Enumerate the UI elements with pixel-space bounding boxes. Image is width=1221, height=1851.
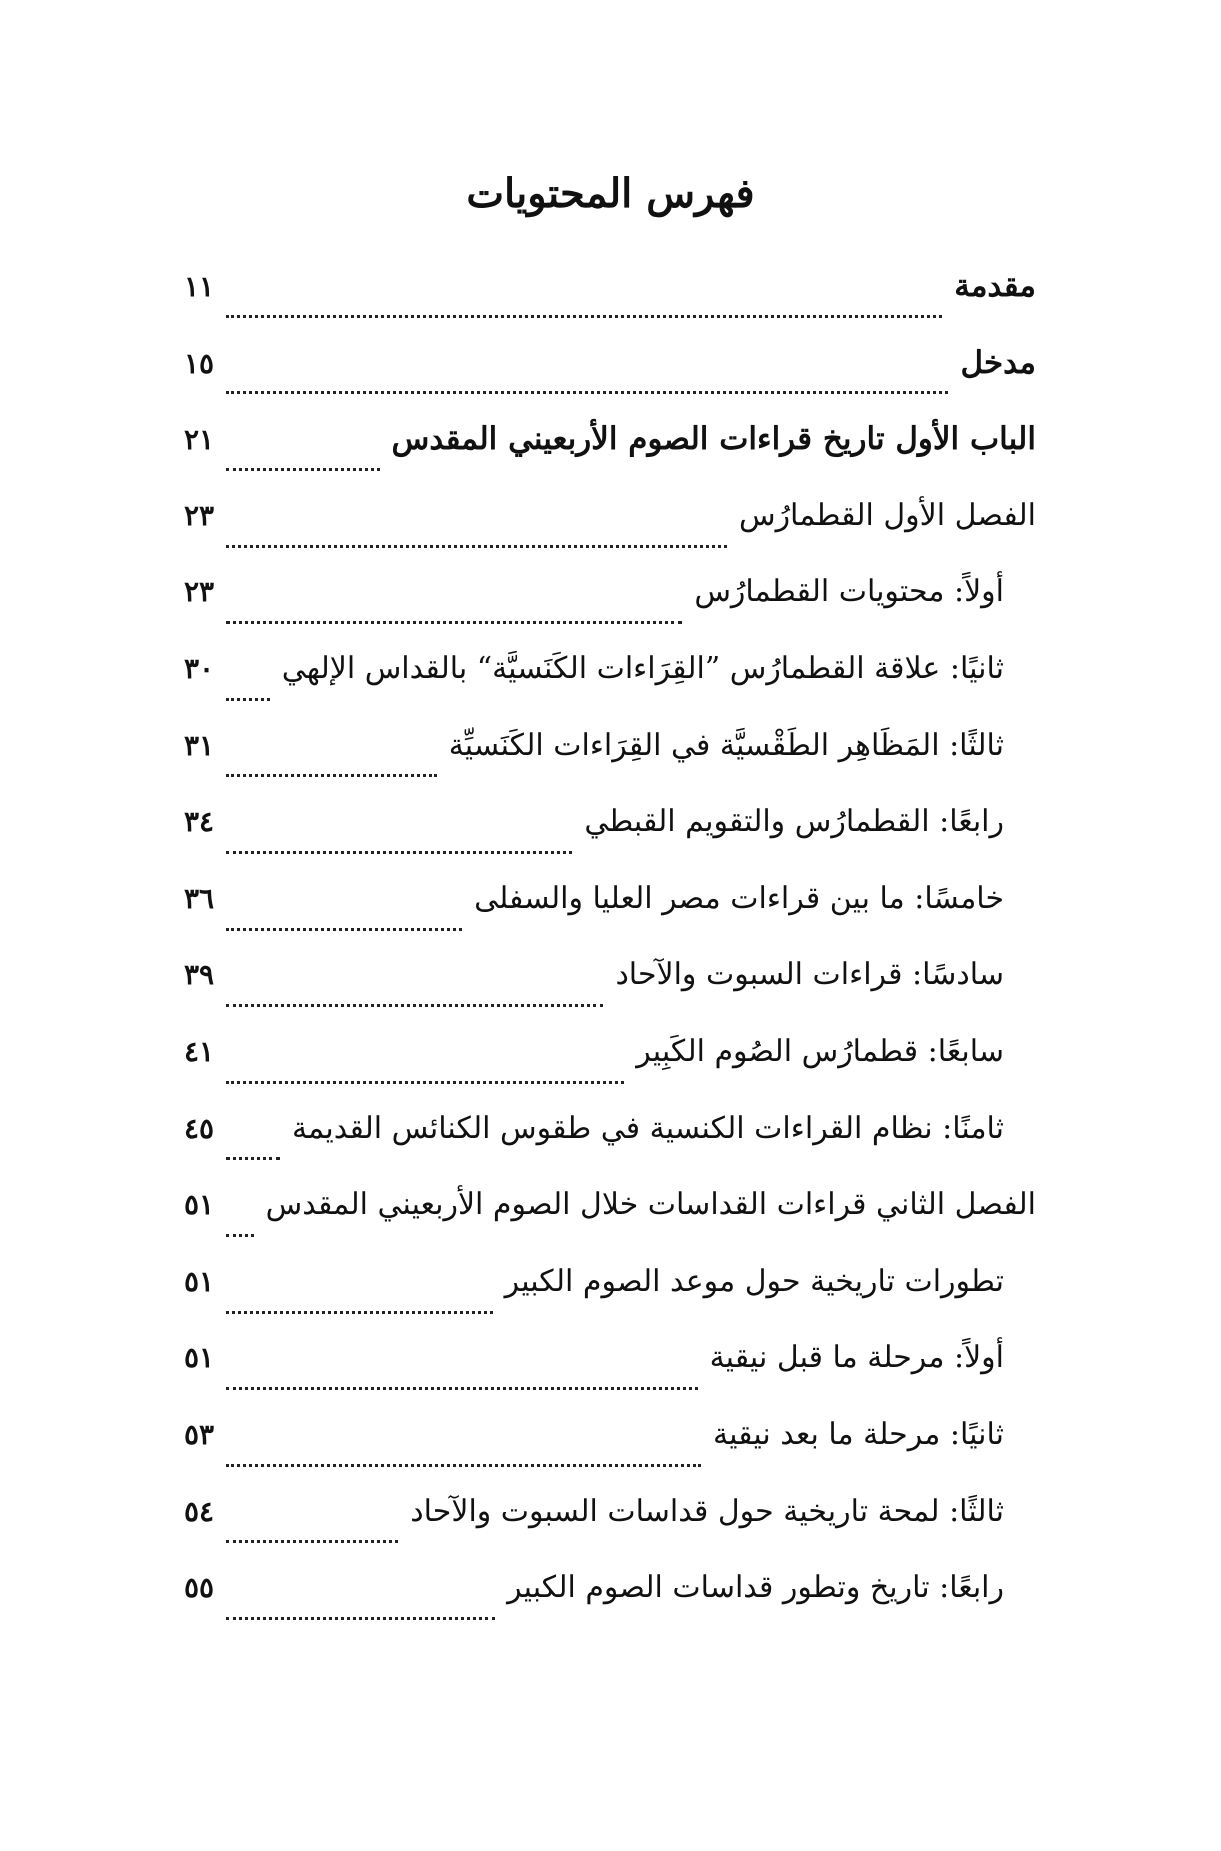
toc-entry: [184, 1034, 1036, 1111]
dot-leader: [226, 468, 379, 471]
toc-entry-label: الباب الأول تاريخ قراءات الصوم الأربعيني المقدس: [391, 421, 1036, 458]
toc-entry-label: الفصل الثاني قراءات القداسات خلال الصوم الأربعيني المقدس: [265, 1187, 1036, 1223]
toc-entry-label: خامسًا: ما بين قراءات مصر العليا والسفلى: [474, 880, 1004, 916]
toc-entry-label: تطورات تاريخية حول موعد الصوم الكبير: [504, 1263, 1004, 1299]
toc-entry-page-number: ٢١: [184, 423, 215, 457]
toc-entry-page-number: ٥١: [184, 1188, 215, 1222]
dot-leader: [226, 1157, 280, 1160]
toc-entry-label: ثانيًا: مرحلة ما بعد نيقية: [713, 1416, 1004, 1452]
toc-entry-page-number: ٥١: [184, 1264, 215, 1298]
dot-leader: [226, 1081, 624, 1084]
toc-entry: [184, 1187, 1036, 1264]
toc-entry: [184, 421, 1036, 498]
toc-entry: [184, 1111, 1036, 1188]
toc-entry-page-number: ٥٥: [184, 1571, 215, 1605]
toc-entry-label: ثامنًا: نظام القراءات الكنسية في طقوس الكنائس القديمة: [291, 1110, 1004, 1146]
toc-entry-label: مقدمة: [954, 268, 1036, 304]
toc-entry-page-number: ٣٠: [184, 651, 215, 685]
toc-entry-page-number: ٤٥: [184, 1111, 215, 1145]
toc-entry-label: ثالثًا: لمحة تاريخية حول قداسات السبوت والآحاد: [410, 1493, 1004, 1529]
toc-entry: [184, 804, 1036, 881]
toc-entry: [184, 1264, 1036, 1341]
toc-entry-page-number: ٣٩: [184, 958, 215, 992]
toc-entry-page-number: ٢٣: [184, 498, 215, 532]
toc-entry-page-number: ٣٤: [184, 805, 215, 839]
toc-entry-page-number: ٣١: [184, 728, 215, 762]
toc-entry-page-number: ٥١: [184, 1341, 215, 1375]
dot-leader: [226, 315, 942, 318]
dot-leader: [226, 928, 462, 931]
dot-leader: [226, 1311, 493, 1314]
toc-entry-label: الفصل الأول القطمارُس: [738, 497, 1036, 533]
toc-entry-page-number: ١١: [184, 270, 215, 303]
dot-leader: [226, 698, 270, 701]
toc-entry-label: مدخل: [960, 344, 1036, 381]
toc-entry-page-number: ٤١: [184, 1034, 215, 1068]
toc-entry: [184, 345, 1036, 422]
toc-entry-label: ثالثًا: المَظَاهِر الطَقْسيَّة في القِرَاءات الكَنَسيِّة: [448, 727, 1004, 763]
toc-entry-label: أولاً: مرحلة ما قبل نيقية: [709, 1340, 1004, 1376]
toc-entry: [184, 574, 1036, 651]
dot-leader: [226, 1540, 398, 1543]
toc-entry: [184, 728, 1036, 805]
toc-entry-page-number: ٢٣: [184, 575, 215, 609]
dot-leader: [226, 851, 572, 854]
dot-leader: [226, 391, 948, 394]
page-title: فهرس المحتويات: [466, 170, 755, 217]
toc-entry-label: ثانيًا: علاقة القطمارُس ”القِرَاءات الكَنَسيَّة“ بالقداس الإلهي: [281, 650, 1004, 686]
toc-entry-label: سادسًا: قراءات السبوت والآحاد: [615, 957, 1004, 993]
dot-leader: [226, 1234, 254, 1237]
toc-entry: [184, 881, 1036, 958]
toc-entry: [184, 268, 1036, 345]
toc-entry: [184, 1340, 1036, 1417]
toc-entry: [184, 1494, 1036, 1571]
toc-entry-page-number: ١٥: [184, 346, 215, 380]
dot-leader: [226, 545, 727, 548]
toc-entry: [184, 1570, 1036, 1647]
toc-entry-label: سابعًا: قطمارُس الصُوم الكَبِير: [636, 1033, 1004, 1069]
toc-entry: [184, 498, 1036, 575]
dot-leader: [226, 1464, 701, 1467]
toc-entry-label: رابعًا: القطمارُس والتقويم القبطي: [584, 804, 1004, 840]
toc-list: [184, 268, 1036, 1647]
toc-entry: [184, 957, 1036, 1034]
toc-entry-page-number: ٥٣: [184, 1417, 215, 1451]
toc-entry-label: رابعًا: تاريخ وتطور قداسات الصوم الكبير: [507, 1570, 1004, 1606]
dot-leader: [226, 1387, 698, 1390]
toc-entry: [184, 1417, 1036, 1494]
dot-leader: [226, 1617, 495, 1620]
toc-entry-page-number: ٣٦: [184, 881, 215, 915]
dot-leader: [226, 1004, 603, 1007]
dot-leader: [226, 621, 682, 624]
dot-leader: [226, 774, 437, 777]
toc-entry: [184, 651, 1036, 728]
toc-entry-label: أولاً: محتويات القطمارُس: [694, 574, 1004, 610]
toc-entry-page-number: ٥٤: [184, 1494, 215, 1528]
